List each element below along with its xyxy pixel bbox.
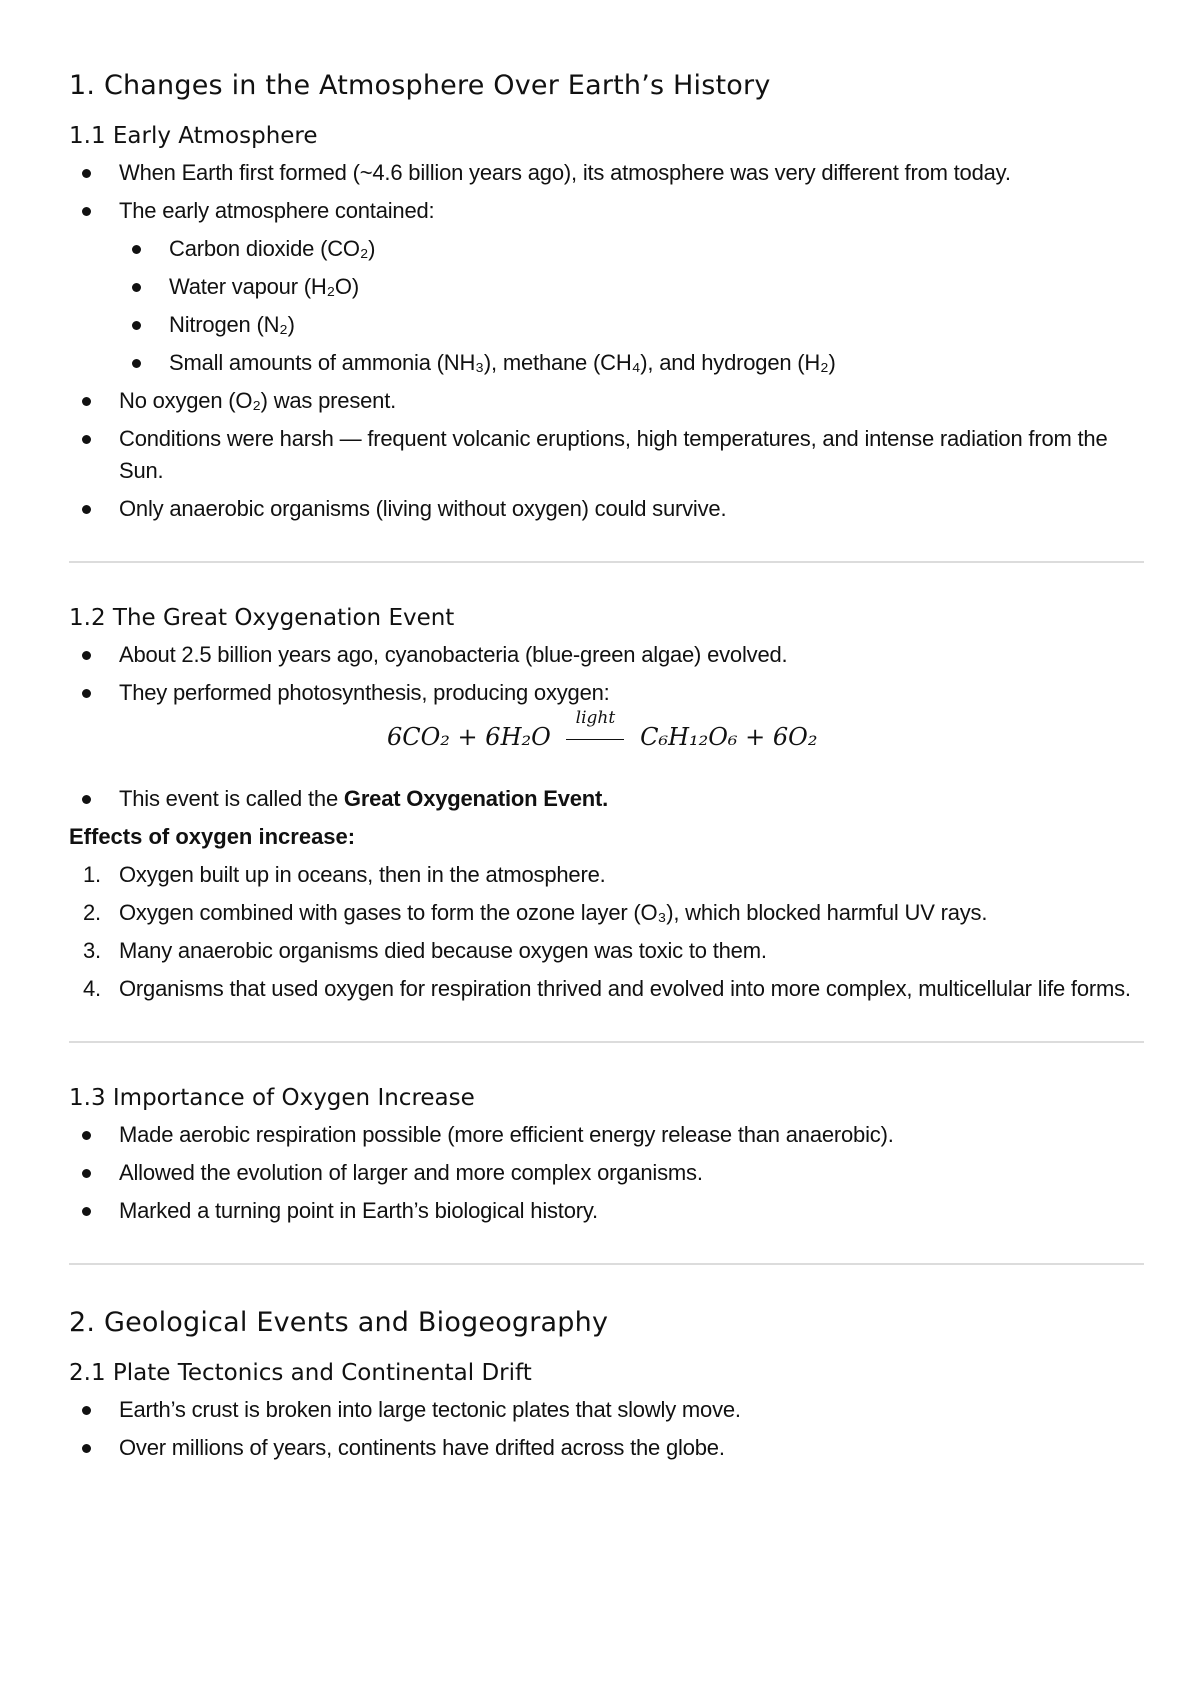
document-page — [69, 70, 1144, 1470]
section-2-title: 2. Geological Events and Biogeography — [69, 1307, 609, 1338]
event-name-list — [69, 783, 1144, 815]
item-number: 3. — [83, 938, 101, 963]
list-item — [69, 195, 1144, 379]
item-text: Oxygen combined with gases to form the ozone layer (O₃), which blocked harmful UV rays. — [119, 900, 988, 925]
numbered-item — [69, 897, 1144, 929]
list-item: They performed photosynthesis, producing oxygen: — [69, 677, 1144, 709]
list-item-text: The early atmosphere contained: — [119, 198, 435, 223]
list-item: Earth’s crust is broken into large tectonic plates that slowly move. — [69, 1394, 1144, 1426]
sublist-item: Water vapour (H₂O) — [119, 271, 1144, 303]
list-item: When Earth first formed (~4.6 billion years ago), its atmosphere was very different from today. — [69, 157, 1144, 189]
list-item: About 2.5 billion years ago, cyanobacteria (blue-green algae) evolved. — [69, 639, 1144, 671]
reaction-arrow — [562, 707, 628, 754]
sublist-item: Small amounts of ammonia (NH₃), methane (CH₄), and hydrogen (H₂) — [119, 347, 1144, 379]
numbered-item — [69, 935, 1144, 967]
equation-products: C₆H₁₂O₆ + 6O₂ — [640, 723, 818, 751]
gas-sublist — [119, 233, 1144, 379]
plate-tectonics-list — [69, 1394, 1144, 1464]
list-item: Only anaerobic organisms (living without oxygen) could survive. — [69, 493, 1144, 525]
importance-list — [69, 1119, 1144, 1227]
list-item: Over millions of years, continents have drifted across the globe. — [69, 1432, 1144, 1464]
numbered-item — [69, 859, 1144, 891]
list-item: Conditions were harsh — frequent volcanic eruptions, high temperatures, and intense radiation from the Sun. — [69, 423, 1144, 487]
item-text: Oxygen built up in oceans, then in the atmosphere. — [119, 862, 606, 887]
item-text: Organisms that used oxygen for respiration thrived and evolved into more complex, multicellular life forms. — [119, 976, 1131, 1001]
subsection-1-1-heading: 1.1 Early Atmosphere — [69, 123, 318, 149]
list-item: Allowed the evolution of larger and more complex organisms. — [69, 1157, 1144, 1189]
item-number: 2. — [83, 900, 101, 925]
list-item — [69, 783, 1144, 815]
subsection-1-2-heading: 1.2 The Great Oxygenation Event — [69, 605, 455, 631]
early-atmosphere-list — [69, 157, 1144, 525]
item-number: 4. — [83, 976, 101, 1001]
equation-reactants: 6CO₂ + 6H₂O — [387, 723, 551, 751]
event-name-bold: Great Oxygenation Event. — [343, 786, 609, 811]
oxygenation-list — [69, 639, 1144, 709]
item-text: Many anaerobic organisms died because oxygen was toxic to them. — [119, 938, 767, 963]
reaction-arrow-label: light — [575, 707, 616, 728]
subsection-2-1-heading: 2.1 Plate Tectonics and Continental Drift — [69, 1360, 532, 1386]
list-item-text: This event is called the — [119, 786, 344, 811]
list-item: Marked a turning point in Earth’s biological history. — [69, 1195, 1144, 1227]
list-item: No oxygen (O₂) was present. — [69, 385, 1144, 417]
photosynthesis-equation — [69, 707, 1144, 775]
effects-list — [69, 859, 1144, 1005]
sublist-item: Nitrogen (N₂) — [119, 309, 1144, 341]
list-item: Made aerobic respiration possible (more efficient energy release than anaerobic). — [69, 1119, 1144, 1151]
section-1-title: 1. Changes in the Atmosphere Over Earth’s History — [69, 70, 771, 101]
numbered-item — [69, 973, 1144, 1005]
sublist-item: Carbon dioxide (CO₂) — [119, 233, 1144, 265]
item-number: 1. — [83, 862, 101, 887]
effects-label: Effects of oxygen increase: — [69, 824, 356, 849]
subsection-1-3-heading: 1.3 Importance of Oxygen Increase — [69, 1085, 475, 1111]
